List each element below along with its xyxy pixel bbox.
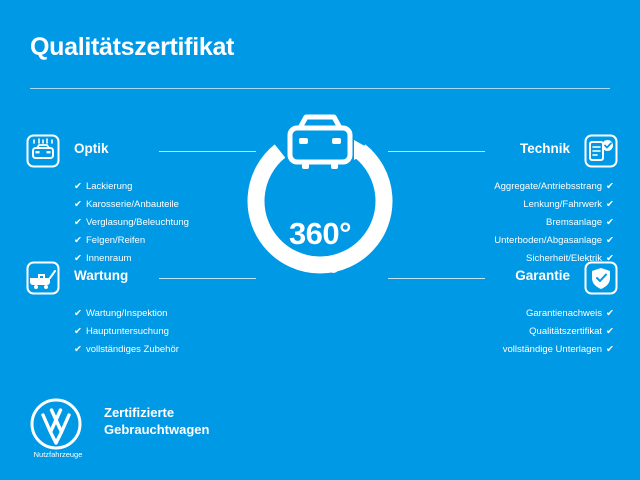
shield-icon — [584, 261, 618, 295]
section-rule — [388, 151, 485, 152]
section-rule — [159, 151, 256, 152]
badge-arc-text: Gebrauchtwagen-Check — [249, 216, 391, 276]
list-item-label: Innenraum — [85, 253, 132, 264]
list-item — [74, 178, 256, 196]
list-item-label: Karosserie/Anbauteile — [85, 199, 179, 210]
list-item-label: Bremsanlage — [546, 217, 603, 228]
list-item-label: vollständige Unterlagen — [502, 344, 603, 355]
section-header-technik — [388, 134, 618, 168]
section-title: Optik — [74, 141, 109, 156]
list-item-label: Sicherheit/Elektrik — [526, 253, 603, 264]
section-header-optik — [26, 134, 256, 168]
check-icon: ✔ — [606, 235, 614, 246]
section-list-garantie — [388, 305, 618, 359]
section-header-wartung — [26, 261, 256, 295]
check-icon: ✔ — [606, 326, 614, 337]
page-title: Qualitätszertifikat — [30, 33, 235, 61]
check-icon: ✔ — [74, 181, 82, 192]
list-item-label: Lenkung/Fahrwerk — [523, 199, 603, 210]
car-wash-icon — [26, 134, 60, 168]
list-item — [388, 196, 614, 214]
vw-logo — [30, 398, 82, 450]
list-item-label: Qualitätszertifikat — [529, 326, 603, 337]
list-item-label: Hauptuntersuchung — [85, 326, 169, 337]
list-item — [74, 232, 256, 250]
checklist-icon — [584, 134, 618, 168]
list-item-label: Lackierung — [85, 181, 133, 192]
list-item-label: Unterboden/Abgasanlage — [494, 235, 603, 246]
list-item — [388, 305, 614, 323]
section-garantie — [388, 261, 618, 375]
footer-line-2: Gebrauchtwagen — [104, 422, 210, 437]
list-item — [388, 214, 614, 232]
list-item-label: Felgen/Reifen — [85, 235, 146, 246]
check-icon: ✔ — [606, 217, 614, 228]
list-item-label: vollständiges Zubehör — [85, 344, 179, 355]
section-list-technik — [388, 178, 618, 268]
footer-line-1: Zertifizierte — [104, 405, 175, 420]
oil-can-icon — [26, 261, 60, 295]
list-item-label: Verglasung/Beleuchtung — [85, 217, 189, 228]
check-icon: ✔ — [606, 199, 614, 210]
list-item — [388, 341, 614, 359]
list-item — [388, 323, 614, 341]
footer-text — [104, 404, 209, 438]
list-item — [388, 178, 614, 196]
check-icon: ✔ — [74, 308, 82, 319]
section-rule — [159, 278, 256, 279]
list-item — [74, 305, 256, 323]
section-title: Garantie — [515, 268, 570, 283]
list-item — [388, 232, 614, 250]
section-title: Technik — [519, 141, 570, 156]
check-icon: ✔ — [606, 344, 614, 355]
list-item — [74, 341, 256, 359]
list-item-label: Garantienachweis — [525, 308, 603, 319]
check-icon: ✔ — [606, 181, 614, 192]
check-icon: ✔ — [74, 253, 82, 264]
section-header-garantie — [388, 261, 618, 295]
section-rule — [388, 278, 485, 279]
list-item-label: Aggregate/Antriebsstrang — [494, 181, 603, 192]
check-icon: ✔ — [74, 199, 82, 210]
check-icon: ✔ — [74, 326, 82, 337]
check-icon: ✔ — [74, 217, 82, 228]
list-item — [74, 214, 256, 232]
vw-logo-caption: Nutzfahrzeuge — [33, 450, 83, 459]
footer — [30, 398, 430, 458]
section-list-optik — [26, 178, 256, 268]
section-title: Wartung — [74, 268, 129, 283]
title-divider — [30, 88, 610, 89]
list-item — [74, 323, 256, 341]
list-item — [74, 196, 256, 214]
section-wartung — [26, 261, 256, 375]
check-icon: ✔ — [606, 308, 614, 319]
badge-center-label: 360° — [288, 216, 352, 251]
check-icon: ✔ — [74, 235, 82, 246]
car-icon — [290, 117, 350, 169]
check-icon: ✔ — [606, 253, 614, 264]
list-item-label: Wartung/Inspektion — [85, 308, 168, 319]
check-icon: ✔ — [74, 344, 82, 355]
section-list-wartung — [26, 305, 256, 359]
